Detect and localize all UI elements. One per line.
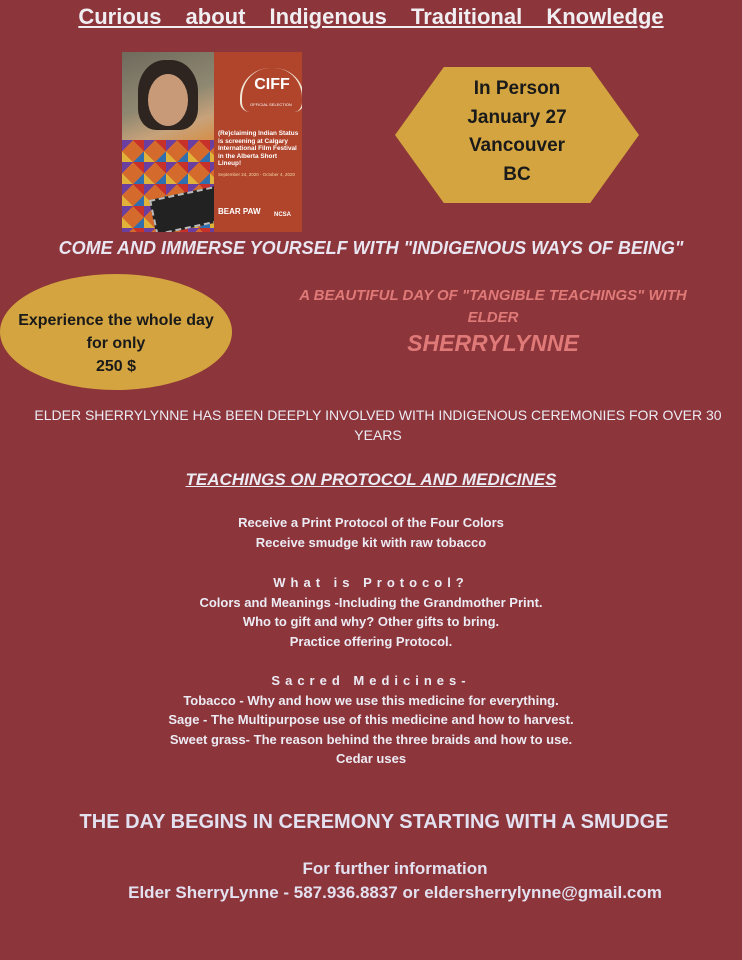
poster-text: (Re)claiming Indian Status is screening at Calgary International Film Festival in the Alberta Short Lineup! bbox=[218, 130, 299, 167]
laurel-subtitle: OFFICIAL SELECTION bbox=[250, 102, 292, 107]
price-line-2: for only bbox=[86, 335, 146, 352]
page-title: Curious about Indigenous Traditional Knowledge bbox=[78, 4, 664, 29]
event-date: January 27 bbox=[467, 106, 567, 128]
list-item: Cedar uses bbox=[335, 751, 407, 766]
list-item: Who to gift and why? Other gifts to bring. bbox=[242, 614, 500, 629]
list-item: Practice offering Protocol. bbox=[289, 633, 453, 649]
event-mode: In Person bbox=[473, 78, 561, 99]
event-province: BC bbox=[503, 163, 531, 185]
price-amount: 250 $ bbox=[95, 358, 137, 375]
poster-face bbox=[148, 74, 188, 126]
list-item: Receive smudge kit with raw tobacco bbox=[255, 534, 487, 550]
subheading-line-2: ELDER bbox=[467, 309, 519, 326]
receive-list bbox=[0, 513, 742, 552]
poster-dates: September 24, 2020 - October 4, 2020 bbox=[218, 172, 296, 177]
list-item: Receive a Print Protocol of the Four Colors bbox=[238, 515, 504, 530]
list-item: Sage - The Multipurpose use of this medicine and how to harvest. bbox=[168, 712, 574, 727]
elder-name: SHERRYLYNNE bbox=[407, 330, 579, 356]
medicines-heading: Sacred Medicines- bbox=[271, 673, 471, 688]
subheading-line-1: A BEAUTIFUL DAY OF "TANGIBLE TEACHINGS" WITH bbox=[299, 287, 687, 304]
medicines-section bbox=[0, 671, 742, 769]
event-city: Vancouver bbox=[468, 135, 566, 156]
price-line-1: Experience the whole day bbox=[18, 312, 214, 329]
headline: COME AND IMMERSE YOURSELF WITH "INDIGENOUS WAYS OF BEING" bbox=[58, 238, 684, 258]
list-item: Tobacco - Why and how we use this medicine for everything. bbox=[183, 692, 559, 708]
bear-paw-logo: BEAR PAW bbox=[218, 207, 261, 216]
film-poster-image bbox=[122, 52, 302, 232]
event-details bbox=[395, 75, 639, 189]
price-details bbox=[0, 309, 232, 378]
contact-heading: For further information bbox=[302, 859, 488, 878]
protocol-heading: What is Protocol? bbox=[273, 575, 469, 590]
elder-bio: ELDER SHERRYLYNNE HAS BEEN DEEPLY INVOLVED WITH INDIGENOUS CEREMONIES FOR OVER 30 YEARS bbox=[34, 407, 722, 443]
subheading bbox=[238, 285, 742, 329]
contact-details: Elder SherryLynne - 587.936.8837 or eldersherrylynne@gmail.com bbox=[128, 883, 662, 902]
laurel-icon: CIFF bbox=[240, 68, 302, 112]
protocol-section bbox=[0, 573, 742, 651]
ceremony-statement: THE DAY BEGINS IN CEREMONY STARTING WITH A SMUDGE bbox=[79, 811, 669, 833]
ncsa-logo: NCSA bbox=[274, 212, 292, 218]
list-item: Sweet grass- The reason behind the three braids and how to use. bbox=[169, 731, 573, 747]
list-item: Colors and Meanings -Including the Grandmother Print. bbox=[199, 594, 543, 610]
teachings-heading: TEACHINGS ON PROTOCOL AND MEDICINES bbox=[185, 470, 557, 489]
